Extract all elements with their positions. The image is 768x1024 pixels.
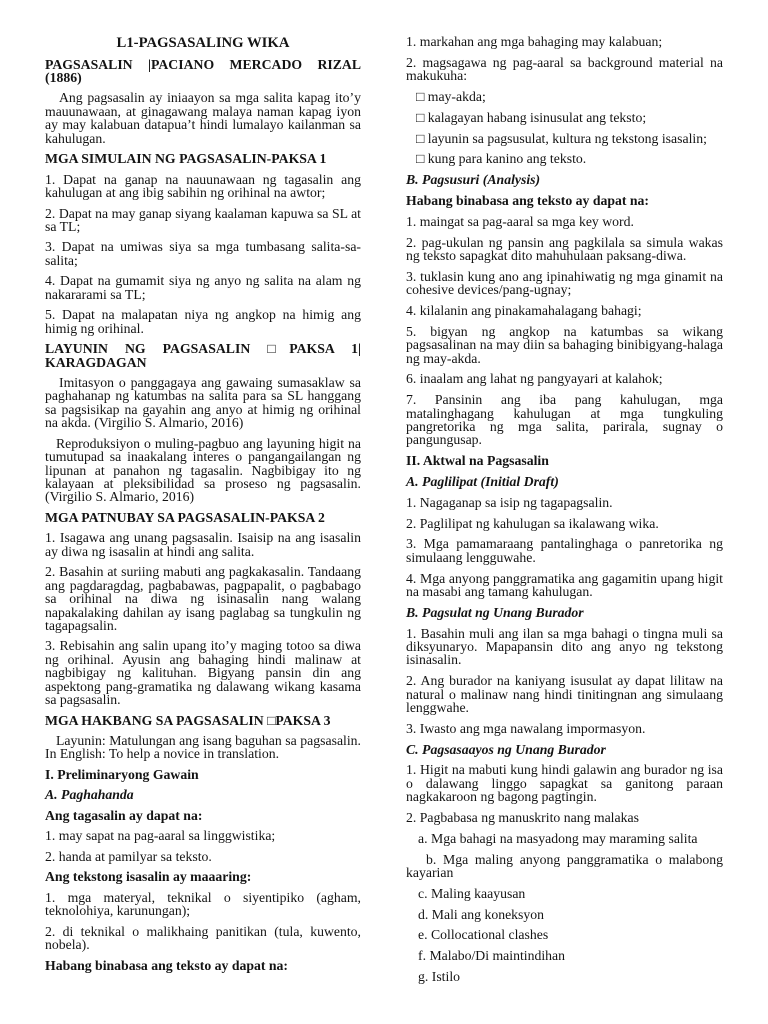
simulain-item: 1. Dapat na ganap na nauunawaan ng tagasalin ang kahulugan at ang ibig sabihin ng orihinal na awtor; (45, 171, 361, 201)
aktwal-heading: II. Aktwal na Pagsasalin (406, 453, 549, 469)
patnubay-item: 3. Rebisahin ang salin upang ito’y maging totoo sa diwa ng orihinal. Ayusin ang bahaging hindi malinaw at nagbibigay ng kalituhan. Bigyang pansin din ang aspektong pang-gramatika ng dalawang wikang kasama sa pagsasalin. (45, 638, 361, 708)
layunin-paragraph: Imitasyon o panggagaya ang gawaing sumasaklaw sa paghahanap ng katumbas na salita para sa SL hanggang sa pagsisikap na gayahin ang anyo at himig ng orihinal na akda. (Virgilio S. Almario, 2016) (45, 375, 361, 431)
pagsasaayos-heading: C. Pagsasaayos ng Unang Burador (406, 741, 606, 757)
pagsasaayos-subitem: g. Istilo (418, 969, 461, 984)
unang-burador-heading: B. Pagsulat ng Unang Burador (406, 604, 584, 620)
pagsasaayos-item: 2. Pagbabasa ng manuskrito nang malakas (406, 810, 639, 826)
pagsasaayos-item: 1. Higit na mabuti kung hindi galawin ang burador ng isa o dalawang linggo sapagkat sa ganitong paraan nagkakaroon ng bagong pagtingin. (406, 762, 723, 805)
pagbasa-item: 2. magsagawa ng pag-aaral sa background material na makukuha: (406, 54, 723, 84)
rizal-heading: PAGSASALIN |PACIANO MERCADO RIZAL (1886) (45, 56, 361, 85)
paglilipat-item: 2. Paglilipat ng kahulugan sa ikalawang wika. (406, 515, 659, 531)
paglilipat-item: 4. Mga anyong panggramatika ang gagamitin upang higit na masabi ang tamang kahulugan. (406, 570, 723, 599)
patnubay-item: 2. Basahin at suriing mabuti ang pagkakasalin. Tandaang ang pagdaragdag, pagbabawas, pagpapalit, o pagbabago sa orihinal na diwa ng isinasalin nang walang napakalaking dahilan ay isang paglabag sa tungkulin ng tagapagsalin. (45, 564, 361, 633)
tagasalin-heading: Ang tagasalin ay dapat na: (45, 807, 203, 823)
pagsasaayos-subitem: d. Mali ang koneksyon (418, 906, 545, 922)
paglilipat-item: 3. Mga pamamaraang pantalinghaga o panretorika ng simulaang lengguwahe. (406, 536, 723, 565)
rizal-quote: Ang pagsasalin ay iniaayon sa mga salita kapag ito’y mauunawaan, at ginagawang malaya naman kapag iyon ay may kalabuan datapua’t hindi lumalayo kailanman sa kahulugan. (45, 90, 361, 146)
pagsusuri-item: 6. inaalam ang lahat ng pangyayari at kalahok; (406, 371, 663, 387)
pagsasaayos-subitem: f. Malabo/Di maintindihan (418, 948, 566, 964)
pagsusuri-heading: B. Pagsusuri (Analysis) (406, 172, 541, 188)
simulain-item: 5. Dapat na malapatan niya ng angkop na himig ang himig ng orihinal. (45, 307, 361, 336)
hakbang-intro: Layunin: Matulungan ang isang baguhan sa pagsasalin. In English: To help a novice in translation. (45, 733, 361, 762)
layunin-heading: LAYUNIN NG PAGSASALIN □PAKSA 1| KARAGDAGAN (45, 341, 361, 370)
background-bullet-item: □ kung para kanino ang teksto. (416, 151, 587, 167)
tagasalin-item: 1. may sapat na pag-aaral sa linggwistika; (45, 828, 276, 844)
pagsasaayos-subitem: a. Mga bahagi na masyadong may maraming salita (418, 830, 698, 846)
pagsasaayos-subitem: c. Maling kaayusan (418, 885, 526, 901)
simulain-item: 4. Dapat na gumamit siya ng anyo ng salita na alam ng nakararami sa TL; (45, 273, 361, 302)
teksto-item: 1. mga materyal, teknikal o siyentipiko (agham, teknolohiya, karunungan); (45, 889, 361, 919)
pagsasaayos-subitem: e. Collocational clashes (418, 927, 549, 943)
pagsasaayos-subitem: b. Mga maling anyong panggramatika o malabong kayarian (406, 851, 723, 881)
pagsusuri-item: 5. bigyan ng angkop na katumbas sa wikang pagsasalinan na may diin sa bahaging binibigyang-halaga ng may-akda. (406, 323, 723, 366)
simulain-item: 3. Dapat na umiwas siya sa mga tumbasang salita-sa-salita; (45, 239, 361, 268)
paglilipat-item: 1. Nagaganap sa isip ng tagapagsalin. (406, 494, 613, 510)
pagsusuri-item: 1. maingat sa pag-aaral sa mga key word. (406, 213, 634, 229)
background-bullet-item: □ kalagayan habang isinusulat ang teksto; (416, 109, 647, 125)
teksto-item: 2. di teknikal o malikhaing panitikan (tula, kuwento, nobela). (45, 923, 361, 953)
document-title: L1-PAGSASALING WIKA (116, 35, 290, 51)
simulain-item: 2. Dapat na may ganap siyang kaalaman kapuwa sa SL at sa TL; (45, 205, 361, 234)
patnubay-heading: MGA PATNUBAY SA PAGSASALIN-PAKSA 2 (45, 509, 325, 525)
pagsusuri-item: 3. tuklasin kung ano ang ipinahiwatig ng mga ginamit na cohesive devices/pang-ugnay; (406, 268, 723, 298)
pagsusuri-item: 4. kilalanin ang pinakamahalagang bahagi; (406, 302, 642, 318)
pagsusuri-item: 2. pag-ukulan ng pansin ang pagkilala sa simula wakas ng teksto sapagkat dito mahuhulaan paksang-diwa. (406, 234, 723, 263)
left-column (45, 37, 361, 979)
unang-burador-item: 1. Basahin muli ang ilan sa mga bahagi o tingna muli sa diksyunaryo. Mapapansin dito ang anyo ng tekstong isinasalin. (406, 625, 723, 668)
unang-burador-item: 2. Ang burador na kaniyang isusulat ay dapat lilitaw na natural o malinaw nang hindi tinitingnan ang simulaang lenggwahe. (406, 673, 723, 716)
right-column (406, 35, 723, 991)
preliminaryo-heading: I. Preliminaryong Gawain (45, 766, 199, 782)
pagsusuri-item: 7. Pansinin ang iba pang kahulugan, mga matalinghagang kahulugan at mga tungkuling pangretorika ng mga salita, parirala, sugnay o pangungusap. (406, 392, 723, 448)
simulain-heading: MGA SIMULAIN NG PAGSASALIN-PAKSA 1 (45, 151, 327, 167)
background-bullet-item: □ layunin sa pagsusulat, kultura ng tekstong isasalin; (416, 130, 707, 146)
pagsusuri-subheading: Habang binabasa ang teksto ay dapat na: (406, 192, 649, 208)
unang-burador-item: 3. Iwasto ang mga nawalang impormasyon. (406, 720, 646, 736)
pagbasa-item: 1. markahan ang mga bahaging may kalabuan; (406, 34, 663, 49)
paglilipat-heading: A. Paglilipat (Initial Draft) (406, 474, 559, 489)
teksto-heading: Ang tekstong isasalin ay maaaring: (45, 869, 252, 885)
paghahanda-heading: A. Paghahanda (45, 787, 134, 803)
layunin-paragraph: Reproduksiyon o muling-pagbuo ang layuning higit na tumutupad sa inaakalang interes o pangangailangan ng lipunan at panahon ng tagasalin. Nagbibigay ito ng kalayaan at pleksibilidad sa proseso ng pagsasalin. (Virgilio S. Almario, 2016) (45, 435, 361, 505)
tagasalin-item: 2. handa at pamilyar sa teksto. (45, 848, 212, 864)
pagbasa-heading: Habang binabasa ang teksto ay dapat na: (45, 957, 288, 973)
hakbang-heading: MGA HAKBANG SA PAGSASALIN □PAKSA 3 (45, 712, 331, 728)
background-bullet-item: □ may-akda; (416, 89, 486, 104)
patnubay-item: 1. Isagawa ang unang pagsasalin. Isaisip na ang isasalin ay diwa ng isasalin at hindi ang salita. (45, 530, 361, 559)
